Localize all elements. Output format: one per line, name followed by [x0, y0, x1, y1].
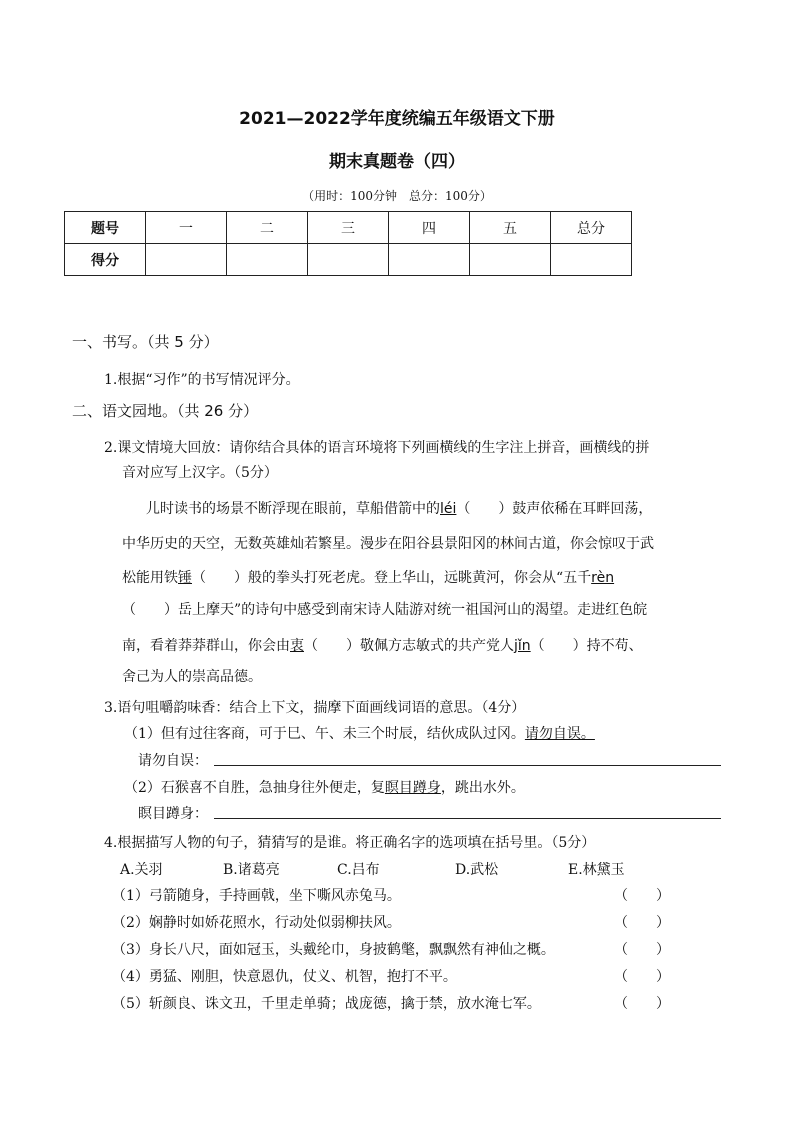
q2-passage-line-5 — [122, 635, 643, 655]
q4-option-b: B.诸葛亮 — [223, 862, 280, 878]
underlined-phrase: 请勿自误。 — [524, 726, 595, 742]
table-cell: 总分 — [551, 212, 632, 244]
q3-item-1-label: 请勿自误： — [138, 753, 208, 769]
q4-option-e: E.林黛玉 — [568, 862, 625, 878]
answer-bracket[interactable]: （ ） — [614, 915, 670, 931]
q3-item-1 — [124, 723, 595, 743]
q4-option-a: A.关羽 — [120, 862, 163, 878]
score-table-score-row — [65, 244, 632, 276]
exam-subtitle: 期末真题卷（四） — [329, 152, 465, 172]
exam-title: 2021—2022学年度统编五年级语文下册 — [239, 109, 555, 129]
passage-text: 松能用铁 — [122, 570, 178, 586]
table-cell: 三 — [308, 212, 389, 244]
score-cell[interactable] — [551, 244, 632, 276]
answer-bracket[interactable]: （ ） — [614, 942, 670, 958]
q4-item-5: （5）斩颜良、诛文丑，千里走单骑；战庞德，擒于禁，放水淹七军。 — [112, 996, 541, 1012]
q2-passage-line-3 — [122, 567, 614, 587]
exam-info: （用时：100分钟 总分：100分） — [302, 189, 492, 203]
q4-item-3: （3）身长八尺，面如冠玉，头戴纶巾，身披鹤氅，飘飘然有神仙之概。 — [112, 942, 555, 958]
passage-text: 儿时读书的场景不断浮现在眼前，草船借箭中的 — [146, 501, 440, 517]
question-3-prompt: 3.语句咀嚼韵味香：结合上下文，揣摩下面画线词语的意思。（4分） — [104, 700, 526, 716]
underlined-char: 衷 — [290, 638, 304, 654]
q2-passage-line-6: 舍己为人的崇高品德。 — [122, 669, 262, 685]
table-cell: 五 — [470, 212, 551, 244]
underlined-phrase: 瞑目蹲身 — [384, 780, 441, 796]
passage-text: （ ）敬佩方志敏式的共产党人 — [304, 638, 514, 654]
answer-bracket[interactable]: （ ） — [614, 969, 670, 985]
q2-passage-line-2: 中华历史的天空，无数英雄灿若繁星。漫步在阳谷县景阳冈的林间古道，你会惊叹于武 — [122, 536, 654, 552]
item-text: ，跳出水外。 — [440, 780, 525, 796]
score-cell[interactable] — [227, 244, 308, 276]
answer-line[interactable] — [214, 765, 721, 766]
score-table-header-row — [65, 212, 632, 244]
item-text: （2）石猴喜不自胜，急抽身往外便走，复 — [124, 780, 385, 796]
q4-option-d: D.武松 — [455, 862, 499, 878]
pinyin-jin: jǐn — [514, 638, 531, 654]
score-cell[interactable] — [389, 244, 470, 276]
question-2-prompt-cont: 音对应写上汉字。（5分） — [122, 465, 278, 481]
question-2-prompt: 2.课文情境大回放：请你结合具体的语言环境将下列画横线的生字注上拼音，画横线的拼 — [104, 440, 650, 456]
q4-item-4: （4）勇猛、刚胆，快意恩仇，仗义、机智，抱打不平。 — [112, 969, 457, 985]
answer-line[interactable] — [214, 818, 721, 819]
score-cell[interactable] — [470, 244, 551, 276]
table-cell: 二 — [227, 212, 308, 244]
question-1: 1.根据“习作”的书写情况评分。 — [104, 372, 300, 388]
table-cell: 一 — [146, 212, 227, 244]
q3-item-2 — [124, 777, 525, 797]
answer-bracket[interactable]: （ ） — [614, 888, 670, 904]
table-cell: 题号 — [65, 212, 146, 244]
answer-bracket[interactable]: （ ） — [614, 996, 670, 1012]
table-cell: 得分 — [65, 244, 146, 276]
passage-text: （ ）鼓声依稀在耳畔回荡， — [456, 501, 653, 517]
section-1-heading: 一、书写。（共 5 分） — [72, 333, 219, 351]
q4-option-c: C.吕布 — [337, 862, 380, 878]
pinyin-ren: rèn — [591, 570, 615, 586]
score-table — [64, 211, 632, 276]
score-cell[interactable] — [146, 244, 227, 276]
q3-item-2-label: 瞑目蹲身： — [138, 806, 208, 822]
passage-text: （ ）持不苟、 — [530, 638, 643, 654]
passage-text: （ ）般的拳头打死老虎。登上华山，远眺黄河，你会从“五千 — [192, 570, 592, 586]
section-2-heading: 二、语文园地。（共 26 分） — [72, 402, 259, 420]
q4-item-1: （1）弓箭随身，手持画戟，坐下嘶风赤兔马。 — [112, 888, 401, 904]
pinyin-lei: léi — [440, 501, 457, 517]
underlined-char: 锤 — [178, 570, 192, 586]
q2-passage-line-4: （ ）岳上摩天”的诗句中感受到南宋诗人陆游对统一祖国河山的渴望。走进红色皖 — [122, 602, 648, 618]
score-cell[interactable] — [308, 244, 389, 276]
q2-passage-line-1 — [146, 498, 652, 518]
q4-item-2: （2）娴静时如娇花照水，行动处似弱柳扶风。 — [112, 915, 401, 931]
question-4-prompt: 4.根据描写人物的句子，猜猜写的是谁。将正确名字的选项填在括号里。（5分） — [104, 835, 596, 851]
table-cell: 四 — [389, 212, 470, 244]
passage-text: 南，看着莽莽群山，你会由 — [122, 638, 290, 654]
item-text: （1）但有过往客商，可于巳、午、未三个时辰，结伙成队过冈。 — [124, 726, 525, 742]
